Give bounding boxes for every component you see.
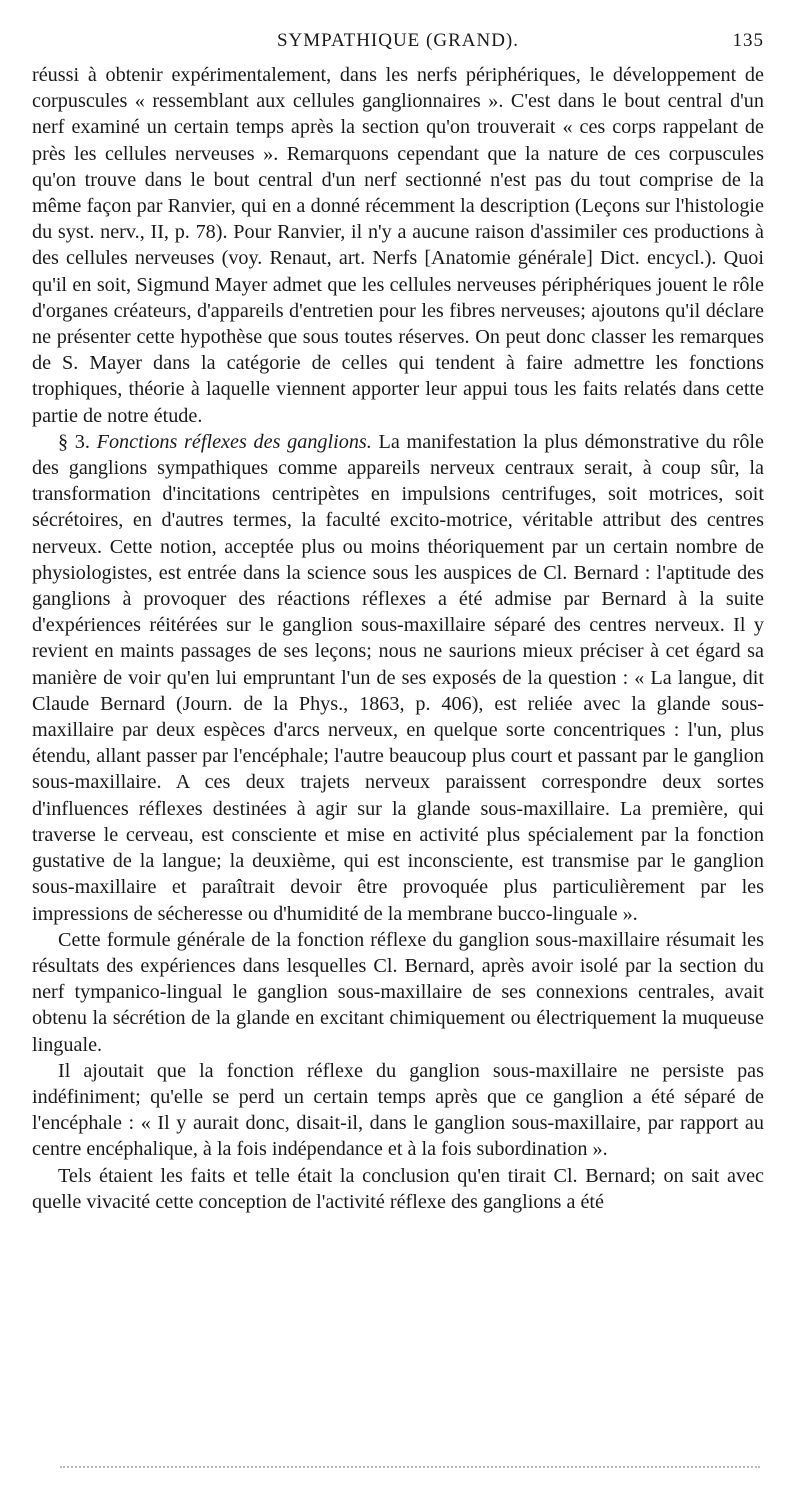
paragraph	[32, 62, 764, 429]
paragraph-text: réussi à obtenir expérimentalement, dans les nerfs périphériques, le développement de corpuscules « ressemblant aux cellules ganglionnaires ». C'est dans le bout central d'un nerf examiné un certain temps après la section qu'on trouverait « ces corps rappelant de près les cellules nerveuses ». Remarquons cependant que la nature de ces corpuscules qu'on trouve dans le bout central d'un nerf sectionné n'est pas du tout comprise de la même façon par Ranvier, qui en a donné récemment la description (Leçons sur l'histologie du syst. nerv., II, p. 78). Pour Ranvier, il n'y a aucune raison d'assimiler ces productions à des cellules nerveuses (voy. Renaut, art. Nerfs [Anatomie générale] Dict. encycl.). Quoi qu'il en soit, Sigmund Mayer admet que les cellules nerveuses périphériques jouent le rôle d'organes créateurs, d'appareils d'entretien pour les fibres nerveuses; ajoutons qu'il déclare ne présenter cette hypothèse que sous toutes réserves. On peut donc classer les remarques de S. Mayer dans la catégorie de celles qui tendent à faire admettre les fonctions trophiques, théorie à laquelle viennent apporter leur appui tous les faits relatés dans cette partie de notre étude.	[32, 64, 764, 427]
running-head	[32, 30, 764, 58]
scan-noise-line	[60, 1466, 760, 1472]
paragraph	[32, 429, 764, 927]
page-number: 135	[732, 30, 764, 51]
paragraph-text: Cette formule générale de la fonction réflexe du ganglion sous-maxillaire résumait les résultats des expériences dans lesquelles Cl. Bernard, après avoir isolé par la section du nerf tympanico-lingual le ganglion sous-maxillaire de ses connexions centrales, avait obtenu la sécrétion de la glande en excitant chimiquement ou électriquement la muqueuse linguale.	[32, 928, 764, 1056]
running-title: SYMPATHIQUE (GRAND).	[276, 30, 520, 51]
body-text	[32, 62, 764, 1215]
paragraph-text: La manifestation la plus démonstrative du rôle des ganglions sympathiques comme appareils nerveux centraux serait, à coup sûr, la transformation d'incitations centripètes en impulsions centrifuges, soit motrices, soit sécrétoires, en d'autres termes, la faculté excito-motrice, véritable attribut des centres nerveux. Cette notion, acceptée plus ou moins théoriquement par un certain nombre de physiologistes, est entrée dans la science sous les auspices de Cl. Bernard : l'aptitude des ganglions à provoquer des réactions réflexes a été admise par Bernard à la suite d'expériences réitérées sur le ganglion sous-maxillaire séparé des centres nerveux. Il y revient en maints passages de ses leçons; nous ne saurions mieux préciser à cet égard sa manière de voir qu'en lui empruntant l'un de ses exposés de la question : « La langue, dit Claude Bernard (Journ. de la Phys., 1863, p. 406), est reliée avec la glande sous-maxillaire par deux espèces d'arcs nerveux, en quelque sorte concentriques : l'un, plus étendu, allant passer par l'encéphale; l'autre beaucoup plus court et passant par le ganglion sous-maxillaire. A ces deux trajets nerveux paraissent correspondre deux sortes d'influences réflexes destinées à agir sur la glande sous-maxillaire. La première, qui traverse le cerveau, est consciente et mise en activité plus spécialement par la fonction gustative de la langue; la deuxième, qui est inconsciente, est transmise par le ganglion sous-maxillaire et paraîtrait devoir être provoquée plus particulièrement par les impressions de sécheresse ou d'humidité de la membrane bucco-linguale ».	[32, 430, 764, 925]
section-number: § 3.	[58, 430, 97, 453]
paragraph	[32, 1058, 764, 1163]
paragraph	[32, 927, 764, 1058]
paragraph	[32, 1163, 764, 1215]
paragraph-text: Il ajoutait que la fonction réflexe du ganglion sous-maxillaire ne persiste pas indéfiniment; qu'elle se perd un certain temps après que ce ganglion a été séparé de l'encéphale : « Il y aurait donc, disait-il, dans le ganglion sous-maxillaire, par rapport au centre encéphalique, à la fois indépendance et à la fois subordination ».	[32, 1059, 764, 1161]
paragraph-text: Tels étaient les faits et telle était la conclusion qu'en tirait Cl. Bernard; on sait avec quelle vivacité cette conception de l'activité réflexe des ganglions a été	[32, 1164, 764, 1213]
section-heading: Fonctions réflexes des ganglions.	[96, 430, 372, 453]
